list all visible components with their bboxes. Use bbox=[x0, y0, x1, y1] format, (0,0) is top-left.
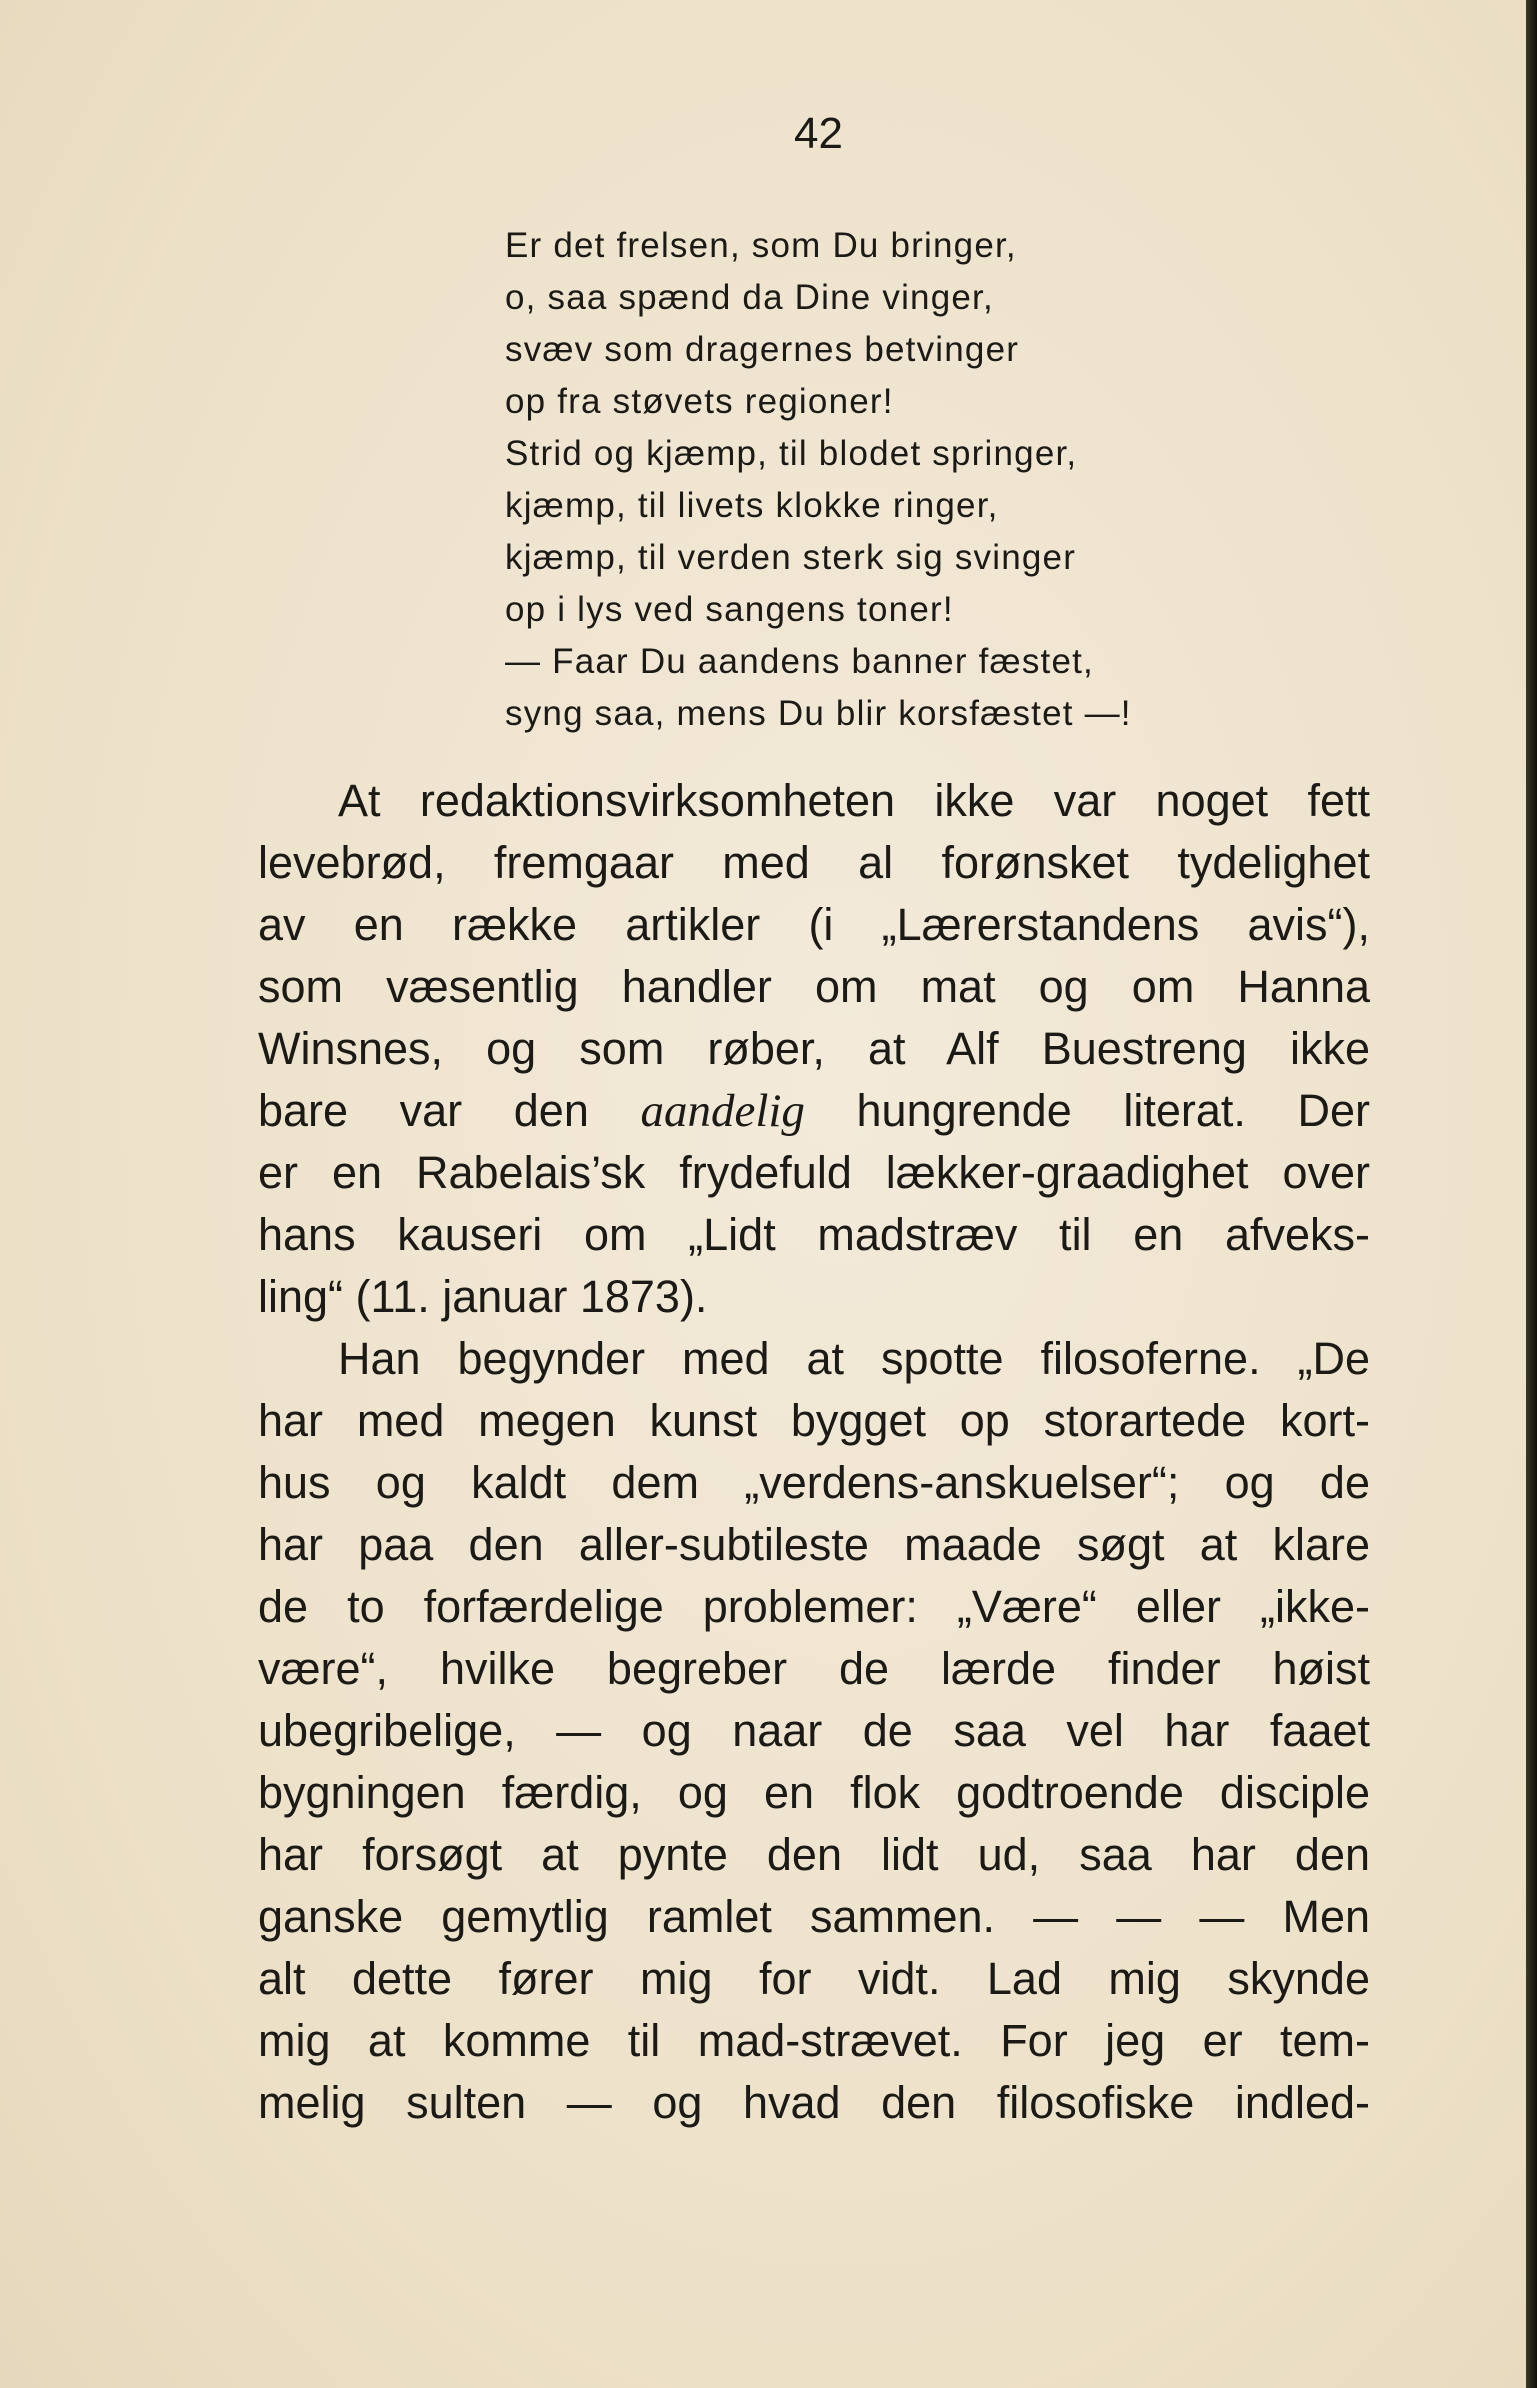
prose-line: Han begynder med at spotte filosoferne. „De bbox=[338, 1333, 1370, 1384]
prose-body bbox=[258, 770, 1370, 2134]
poem-line: Er det frelsen, som Du bringer, bbox=[505, 226, 1017, 265]
prose-line: hus og kaldt dem „verdens-anskuelser“; og de bbox=[258, 1457, 1370, 1508]
poem-line: — Faar Du aandens banner fæstet, bbox=[505, 642, 1094, 681]
poem-line: op fra støvets regioner! bbox=[505, 382, 894, 421]
prose-line: har forsøgt at pynte den lidt ud, saa har den bbox=[258, 1829, 1370, 1880]
prose-line: som væsentlig handler om mat og om Hanna bbox=[258, 961, 1370, 1012]
prose-text: hungrende literat. Der bbox=[856, 1085, 1370, 1136]
prose-line: ubegribelige, — og naar de saa vel har faaet bbox=[258, 1705, 1370, 1756]
prose-line: være“, hvilke begreber de lærde finder høist bbox=[258, 1643, 1370, 1694]
prose-line: At redaktionsvirksomheten ikke var noget fett bbox=[338, 775, 1370, 826]
prose-line: av en række artikler (i „Lærerstandens avis“), bbox=[258, 899, 1370, 950]
prose-line: har med megen kunst bygget op storartede kort- bbox=[258, 1395, 1370, 1446]
prose-line: bygningen færdig, og en flok godtroende disciple bbox=[258, 1767, 1370, 1818]
prose-line: levebrød, fremgaar med al forønsket tydelighet bbox=[258, 837, 1370, 888]
poem-line: o, saa spænd da Dine vinger, bbox=[505, 278, 994, 317]
poem-stanza bbox=[505, 220, 1132, 740]
prose-line: er en Rabelais’sk frydefuld lækker-graadighet over bbox=[258, 1147, 1370, 1198]
poem-line: Strid og kjæmp, til blodet springer, bbox=[505, 434, 1078, 473]
prose-text: bare var den bbox=[258, 1085, 589, 1136]
prose-line: ganske gemytlig ramlet sammen. — — — Men bbox=[258, 1891, 1370, 1942]
poem-line: kjæmp, til verden sterk sig svinger bbox=[505, 538, 1077, 577]
prose-line: mig at komme til mad-strævet. For jeg er tem- bbox=[258, 2015, 1370, 2066]
page-number: 42 bbox=[794, 109, 843, 158]
prose-line: de to forfærdelige problemer: „Være“ eller „ikke- bbox=[258, 1581, 1370, 1632]
italic-word: aandelig bbox=[640, 1085, 805, 1137]
prose-line: har paa den aller-subtileste maade søgt at klare bbox=[258, 1519, 1370, 1570]
book-edge bbox=[1526, 0, 1537, 2388]
prose-line: Winsnes, og som røber, at Alf Buestreng ikke bbox=[258, 1023, 1370, 1074]
prose-line: alt dette fører mig for vidt. Lad mig skynde bbox=[258, 1953, 1370, 2004]
poem-line: svæv som dragernes betvinger bbox=[505, 330, 1020, 369]
prose-line-mixed bbox=[258, 1080, 1370, 1142]
prose-line: melig sulten — og hvad den filosofiske indled- bbox=[258, 2077, 1370, 2128]
prose-line: hans kauseri om „Lidt madstræv til en afveks- bbox=[258, 1209, 1370, 1260]
poem-line: op i lys ved sangens toner! bbox=[505, 590, 954, 629]
poem-line: syng saa, mens Du blir korsfæstet —! bbox=[505, 694, 1132, 733]
poem-line: kjæmp, til livets klokke ringer, bbox=[505, 486, 999, 525]
prose-line: ling“ (11. januar 1873). bbox=[258, 1271, 708, 1322]
